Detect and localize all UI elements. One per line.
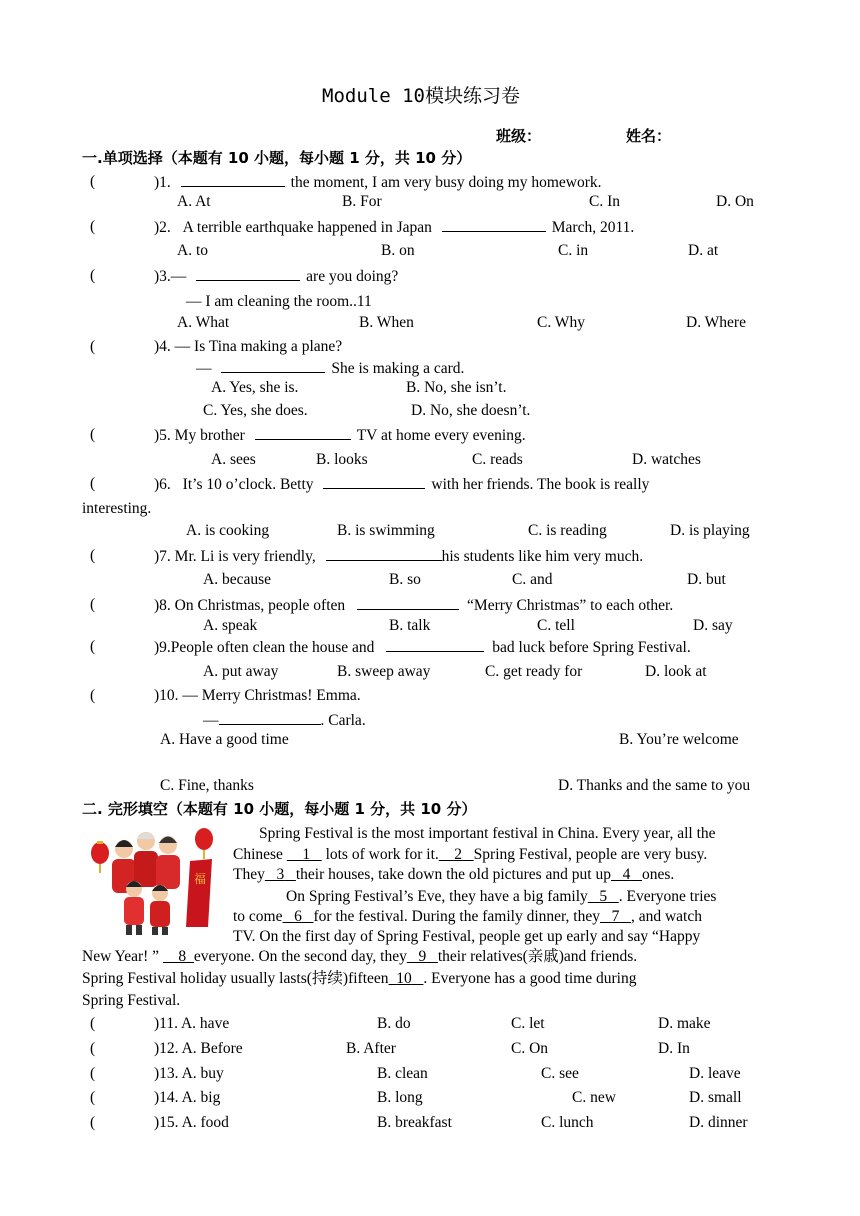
q1-stem: )1. the moment, I am very busy doing my homework.	[154, 174, 602, 191]
q14-option-b: B. long	[377, 1089, 423, 1106]
q8-option-b: B. talk	[389, 617, 431, 634]
q3-answer-line: — I am cleaning the room..11	[186, 293, 372, 310]
q3-stem: )3.— are you doing?	[154, 268, 399, 285]
q2-blank	[442, 218, 546, 232]
q3-option-a: A. What	[177, 314, 230, 331]
section2-heading: 二. 完形填空（本题有 10 小题，每小题 1 分，共 10 分）	[82, 800, 477, 818]
passage-line-2: Chinese 1 lots of work for it. 2 Spring Festival, people are very busy.	[233, 846, 708, 863]
class-label: 班级：	[496, 127, 542, 145]
q2-option-b: B. on	[381, 242, 415, 259]
q1-option-a: A. At	[177, 193, 211, 210]
q4-option-b: B. No, she isn’t.	[406, 379, 507, 396]
q11-answer-paren: (	[90, 1015, 96, 1032]
q15-answer-paren: (	[90, 1114, 96, 1131]
q3-blank	[196, 267, 300, 281]
passage-line-4: On Spring Festival’s Eve, they have a big family 5 . Everyone tries	[286, 888, 717, 905]
q5-blank	[255, 426, 351, 440]
q7-answer-paren: (	[90, 547, 96, 564]
q2-option-c: C. in	[558, 242, 589, 259]
q10-answer-line: — . Carla.	[203, 712, 366, 729]
q13-option-c: C. see	[541, 1065, 579, 1082]
q11-option-c: C. let	[511, 1015, 545, 1032]
q8-option-d: D. say	[693, 617, 733, 634]
q8-option-c: C. tell	[537, 617, 575, 634]
q2-option-a: A. to	[177, 242, 208, 259]
q12-stem: )12. A. Before	[154, 1040, 243, 1057]
q4-option-c: C. Yes, she does.	[203, 402, 308, 419]
q4-answer-paren: (	[90, 338, 96, 355]
q3-option-d: D. Where	[686, 314, 746, 331]
q7-stem: )7. Mr. Li is very friendly, his students like him very much.	[154, 548, 644, 565]
q10-answer-paren: (	[90, 687, 96, 704]
q3-answer-paren: (	[90, 267, 96, 284]
q6-option-d: D. is playing	[670, 522, 750, 539]
family-photo-illustration	[86, 823, 216, 935]
q6-stem: )6. It’s 10 o’clock. Betty with her friends. The book is really	[154, 476, 650, 493]
q6-option-a: A. is cooking	[186, 522, 270, 539]
q15-option-b: B. breakfast	[377, 1114, 452, 1131]
q1-option-b: B. For	[342, 193, 382, 210]
q13-answer-paren: (	[90, 1065, 96, 1082]
q7-option-c: C. and	[512, 571, 553, 588]
q6-option-b: B. is swimming	[337, 522, 435, 539]
q7-blank	[326, 547, 442, 561]
q7-option-a: A. because	[203, 571, 271, 588]
q6-blank	[323, 475, 425, 489]
q3-option-c: C. Why	[537, 314, 585, 331]
q5-option-c: C. reads	[472, 451, 523, 468]
q12-option-b: B. After	[346, 1040, 396, 1057]
family-photo	[86, 823, 216, 935]
q9-option-a: A. put away	[203, 663, 279, 680]
q4-blank	[221, 359, 325, 373]
q5-option-a: A. sees	[211, 451, 256, 468]
passage-line-3: They 3 their houses, take down the old pictures and put up 4 ones.	[233, 866, 675, 883]
q8-answer-paren: (	[90, 596, 96, 613]
q12-option-c: C. On	[511, 1040, 549, 1057]
q14-answer-paren: (	[90, 1089, 96, 1106]
q9-stem: )9.People often clean the house and bad luck before Spring Festival.	[154, 639, 691, 656]
q7-option-b: B. so	[389, 571, 421, 588]
q12-option-d: D. In	[658, 1040, 690, 1057]
q4-option-a: A. Yes, she is.	[211, 379, 299, 396]
q2-option-d: D. at	[688, 242, 719, 259]
q6-option-c: C. is reading	[528, 522, 607, 539]
q10-option-d: D. Thanks and the same to you	[558, 777, 751, 794]
q14-stem: )14. A. big	[154, 1089, 221, 1106]
q5-answer-paren: (	[90, 426, 96, 443]
q13-option-d: D. leave	[689, 1065, 741, 1082]
q12-answer-paren: (	[90, 1040, 96, 1057]
q1-option-c: C. In	[589, 193, 620, 210]
q9-blank	[386, 638, 484, 652]
q15-stem: )15. A. food	[154, 1114, 229, 1131]
q4-stem: )4. — Is Tina making a plane?	[154, 338, 343, 355]
q14-option-d: D. small	[689, 1089, 742, 1106]
q15-option-d: D. dinner	[689, 1114, 748, 1131]
svg-text:福: 福	[194, 872, 207, 886]
q9-answer-paren: (	[90, 638, 96, 655]
q10-option-a: A. Have a good time	[160, 731, 289, 748]
q5-option-d: D. watches	[632, 451, 701, 468]
passage-line-9: Spring Festival.	[82, 992, 181, 1009]
passage-line-7: New Year! ” 8 everyone. On the second day, they 9 their relatives(亲戚)and friends.	[82, 948, 638, 965]
section1-heading: 一.单项选择（本题有 10 小题，每小题 1 分，共 10 分）	[82, 149, 472, 167]
q13-stem: )13. A. buy	[154, 1065, 224, 1082]
q10-blank	[219, 711, 321, 725]
q11-stem: )11. A. have	[154, 1015, 230, 1032]
q6-stem-wrap: interesting.	[82, 500, 152, 517]
q1-option-d: D. On	[716, 193, 754, 210]
q8-blank	[357, 596, 459, 610]
q4-option-d: D. No, she doesn’t.	[411, 402, 531, 419]
q11-option-d: D. make	[658, 1015, 711, 1032]
q2-answer-paren: (	[90, 218, 96, 235]
page-title: Module 10模块练习卷	[322, 85, 520, 107]
q9-option-d: D. look at	[645, 663, 707, 680]
passage-line-6: TV. On the first day of Spring Festival, people get up early and say “Happy	[233, 928, 701, 945]
q6-answer-paren: (	[90, 475, 96, 492]
name-label: 姓名：	[626, 127, 672, 145]
q5-option-b: B. looks	[316, 451, 368, 468]
q10-option-c: C. Fine, thanks	[160, 777, 254, 794]
q8-option-a: A. speak	[203, 617, 258, 634]
q15-option-c: C. lunch	[541, 1114, 594, 1131]
passage-line-1: Spring Festival is the most important festival in China. Every year, all the	[259, 825, 716, 842]
passage-line-8: Spring Festival holiday usually lasts(持续)fifteen 10 . Everyone has a good time during	[82, 970, 637, 987]
q1-answer-paren: (	[90, 173, 96, 190]
q7-option-d: D. but	[687, 571, 726, 588]
q1-blank	[181, 173, 285, 187]
q9-option-c: C. get ready for	[485, 663, 583, 680]
passage-line-5: to come 6 for the festival. During the family dinner, they 7 , and watch	[233, 908, 702, 925]
q2-stem: )2. A terrible earthquake happened in Japan March, 2011.	[154, 219, 635, 236]
q10-option-b: B. You’re welcome	[619, 731, 739, 748]
q11-option-b: B. do	[377, 1015, 411, 1032]
q10-stem: )10. — Merry Christmas! Emma.	[154, 687, 361, 704]
q13-option-b: B. clean	[377, 1065, 428, 1082]
q5-stem: )5. My brother TV at home every evening.	[154, 427, 526, 444]
q14-option-c: C. new	[572, 1089, 616, 1106]
q9-option-b: B. sweep away	[337, 663, 431, 680]
q8-stem: )8. On Christmas, people often “Merry Christmas” to each other.	[154, 597, 674, 614]
q4-answer-line: — She is making a card.	[196, 360, 465, 377]
q3-option-b: B. When	[359, 314, 414, 331]
